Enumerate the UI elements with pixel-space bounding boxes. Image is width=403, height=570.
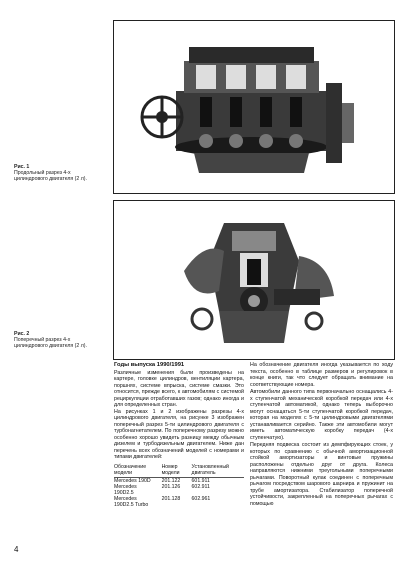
paragraph: На рисунках 1 и 2 изображены разрезы 4-х цилиндрового двигателя, на рисунке 3 изображен поперечный разрез 5-ти цилиндрового двигателя с турбонагнетателем. По поперечному разрезу можно особенно хорошо увидеть разницу между обычным дизелем и турбодизельным двигателем. Ниже дан перечень всех обозначений моделей с номерами и типами двигателей: bbox=[114, 408, 244, 460]
section-heading: Годы выпуска 1990/1991 bbox=[114, 362, 185, 368]
figure-2-label: Рис. 2 bbox=[14, 331, 30, 337]
table-header: Установленный двигатель bbox=[192, 464, 244, 478]
table-cell: 601.911 bbox=[191, 477, 210, 484]
table-row bbox=[114, 496, 244, 508]
table-header: Обозначение модели bbox=[114, 464, 162, 478]
table-cell: Mercedes 190D bbox=[114, 477, 151, 484]
model-table bbox=[114, 464, 244, 508]
paragraph: Передняя подвеска состоит из демпфирующих стоек, у которых по сравнению с обычной амортизационной стойкой амортизаторы и винтовые пружины расположены отдельно друг от друга. Колеса направляются нижними треугольными поперечными рычагами. Поворотный кулак соединен с поперечным рычагом посредством шарового шарнира и пружинит на трубе амортизатора. Стабилизатор поперечной устойчивости, закрепленный на поперечных рычагах с помощью bbox=[250, 442, 393, 507]
table-header-row bbox=[114, 464, 244, 478]
table-cell: 201.128 bbox=[161, 495, 181, 502]
table-cell: 201.126 bbox=[161, 483, 181, 490]
paragraph: На обозначение двигателя иногда указывается по ходу текста, особенно в таблице размеров и регулировок в конце книги, так что следует обращать внимание на соответствующие номера. bbox=[250, 362, 393, 388]
article-left-column bbox=[114, 362, 244, 508]
paragraph: Различные изменения были произведены на картере, головке цилиндров, вентиляции картера, поршнях, системе впрыска, системе смазки. Это относится, прежде всего, к автомобилям с системой рециркуляции отработавших газов; однако иногда и для определенных стран. bbox=[114, 369, 244, 408]
figure-1-caption bbox=[14, 164, 104, 183]
paragraph: Автомобили данного типа первоначально оснащались 4-х ступенчатой механической коробкой передач или 4-х ступенчатой автоматикой, однако теперь выборочно могут оснащаться 5-ти ступенчатой коробкой передач, которая на моделях с 5-ти цилиндровыми двигателями устанавливается серийно. Также эти автомобили могут иметь автоматическую коробку передач (4-х ступенчатую). bbox=[250, 389, 393, 441]
figure-1-image bbox=[113, 20, 395, 194]
figure-2-caption bbox=[14, 331, 104, 350]
figure-1-caption-text: Продольный разрез 4-х цилиндрового двигателя (2 л). bbox=[14, 170, 87, 183]
table-cell: Mercedes 190D2.5 Turbo bbox=[114, 495, 149, 508]
table-row bbox=[114, 484, 244, 496]
table-cell: Mercedes 190D2.5 bbox=[114, 483, 137, 496]
article-right-column bbox=[250, 362, 393, 508]
table-header: Номер модели bbox=[162, 464, 192, 478]
engine-longitudinal-section-illustration bbox=[114, 21, 394, 193]
figure-2-image bbox=[113, 200, 395, 360]
figure-1-label: Рис. 1 bbox=[14, 164, 30, 170]
engine-cross-section-illustration bbox=[114, 201, 394, 359]
table-cell: 201.122 bbox=[161, 477, 181, 484]
figure-2-caption-text: Поперечный разрез 4-х цилиндрового двигателя (2 л). bbox=[14, 337, 87, 350]
page-number: 4 bbox=[14, 545, 19, 554]
table-cell: 602.961 bbox=[191, 495, 211, 502]
table-cell: 602.911 bbox=[191, 483, 210, 490]
